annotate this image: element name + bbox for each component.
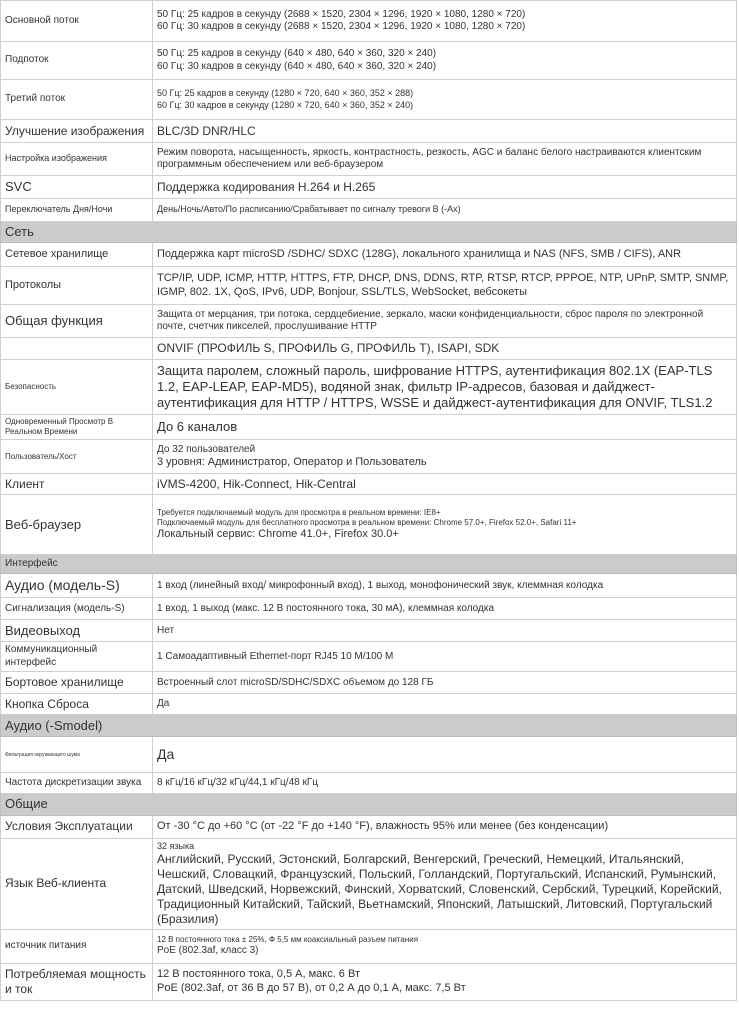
spec-value [153, 474, 737, 495]
spec-row [1, 737, 737, 773]
spec-value [153, 338, 737, 360]
spec-value-line: Да [157, 746, 175, 762]
spec-row [1, 495, 737, 555]
spec-value [153, 1, 737, 42]
spec-value [153, 773, 737, 794]
spec-value-line: Поддержка карт microSD /SDHC/ SDXC (128G), локального хранилища и NAS (NFS, SMB / CIFS), ANR [157, 247, 682, 260]
spec-value [153, 838, 737, 929]
section-header: Аудио (-Smodel) [1, 715, 737, 737]
spec-row [1, 143, 737, 176]
spec-row [1, 199, 737, 222]
spec-value-line: Поддержка кодирования H.264 и H.265 [157, 179, 376, 194]
spec-value [153, 440, 737, 474]
spec-value [153, 42, 737, 80]
spec-value-line: 8 кГц/16 кГц/32 кГц/44,1 кГц/48 кГц [157, 777, 318, 788]
spec-table-body [1, 1, 737, 1001]
spec-value-line: 1 вход (линейный вход/ микрофонный вход), 1 выход, монофонический звук, клеммная колодка [157, 579, 604, 591]
spec-value-line: Да [157, 698, 170, 709]
spec-key: Фильтрация окружающего шума [1, 737, 153, 773]
section-header-row [1, 222, 737, 243]
spec-key: Аудио (модель-S) [1, 574, 153, 598]
spec-row [1, 838, 737, 929]
section-header: Сеть [1, 222, 737, 243]
section-header-row [1, 555, 737, 574]
spec-key: Одновременный Просмотр В Реальном Времени [1, 415, 153, 440]
spec-key: Бортовое хранилище [1, 672, 153, 694]
spec-key: Потребляемая мощность и ток [1, 963, 153, 1000]
spec-row [1, 694, 737, 715]
spec-value-line: 12 В постоянного тока ± 25%, Ф 5,5 мм коаксиальный разъем питания [157, 935, 419, 944]
spec-row [1, 474, 737, 495]
spec-row [1, 642, 737, 672]
spec-row [1, 80, 737, 120]
spec-value-line: Нет [157, 624, 175, 636]
spec-value-line: 12 В постоянного тока, 0,5 А, макс. 6 Вт [157, 968, 360, 980]
spec-value [153, 267, 737, 305]
section-header-row [1, 715, 737, 737]
spec-key: Настройка изображения [1, 143, 153, 176]
spec-value [153, 495, 737, 555]
spec-key: Коммуникационный интерфейс [1, 642, 153, 672]
spec-value [153, 672, 737, 694]
spec-value [153, 176, 737, 199]
spec-value-line: PoE (802.3af, класс 3) [157, 945, 259, 956]
spec-key: Пользователь/Хост [1, 440, 153, 474]
spec-row [1, 120, 737, 143]
spec-value-line: ONVIF (ПРОФИЛЬ S, ПРОФИЛЬ G, ПРОФИЛЬ T), ISAPI, SDK [157, 341, 500, 356]
section-header: Общие [1, 794, 737, 815]
spec-key: SVC [1, 176, 153, 199]
spec-value [153, 598, 737, 620]
spec-value-line: День/Ночь/Авто/По расписанию/Срабатывает по сигналу тревоги В (-Ах) [157, 204, 461, 215]
section-header: Интерфейс [1, 555, 737, 574]
spec-value-line: PoE (802.3af, от 36 В до 57 В), от 0,2 А до 0,1 А, макс. 7,5 Вт [157, 981, 466, 994]
spec-value [153, 243, 737, 267]
spec-key: Веб-браузер [1, 495, 153, 555]
spec-value-line: BLC/3D DNR/HLC [157, 123, 256, 138]
spec-row [1, 440, 737, 474]
spec-value-line: TCP/IP, UDP, ICMP, HTTP, HTTPS, FTP, DHCP, DNS, DDNS, RTP, RTSP, RTCP, PPPOE, NTP, UPnP, SMTP, SNMP, IGMP, 802. 1X, QoS, IPv6, UDP, Bonjour, SSL/TLS, WebSocket, вебсокеты [157, 272, 729, 298]
spec-value-line: До 6 каналов [157, 419, 238, 435]
spec-row [1, 360, 737, 415]
spec-value [153, 574, 737, 598]
spec-value [153, 143, 737, 176]
spec-row [1, 305, 737, 338]
spec-key: Переключатель Дня/Ночи [1, 199, 153, 222]
spec-value [153, 963, 737, 1000]
spec-row [1, 929, 737, 963]
spec-value-line: 50 Гц: 25 кадров в секунду (2688 × 1520, 2304 × 1296, 1920 × 1080, 1280 × 720) [157, 8, 526, 20]
spec-value [153, 929, 737, 963]
spec-key: Сигнализация (модель-S) [1, 598, 153, 620]
spec-key: источник питания [1, 929, 153, 963]
spec-key: Третий поток [1, 80, 153, 120]
spec-value-line: Локальный сервис: Chrome 41.0+, Firefox 30.0+ [157, 527, 399, 540]
spec-value [153, 815, 737, 838]
spec-value [153, 415, 737, 440]
spec-key: Подпоток [1, 42, 153, 80]
spec-key [1, 338, 153, 360]
spec-row [1, 598, 737, 620]
spec-row [1, 773, 737, 794]
spec-row [1, 620, 737, 642]
spec-value-line: 60 Гц: 30 кадров в секунду (1280 × 720, 640 × 360, 352 × 240) [157, 99, 414, 110]
section-header-row [1, 794, 737, 815]
spec-key: Язык Веб-клиента [1, 838, 153, 929]
spec-value-line: 32 языка [157, 840, 195, 851]
spec-key: Условия Эксплуатации [1, 815, 153, 838]
spec-key: Протоколы [1, 267, 153, 305]
spec-row [1, 176, 737, 199]
spec-row [1, 415, 737, 440]
spec-row [1, 963, 737, 1000]
spec-value [153, 80, 737, 120]
spec-row [1, 574, 737, 598]
spec-value-line: 3 уровня: Администратор, Оператор и Пользователь [157, 456, 427, 469]
spec-value-line: 50 Гц: 25 кадров в секунду (1280 × 720, 640 × 360, 352 × 288) [157, 88, 414, 99]
spec-key: Основной поток [1, 1, 153, 42]
spec-value-line: 60 Гц: 30 кадров в секунду (640 × 480, 640 × 360, 320 × 240) [157, 60, 437, 72]
spec-value-line: От -30 °C до +60 °C (от -22 °F до +140 °F), влажность 95% или менее (без конденсации) [157, 819, 609, 832]
spec-value-line: Встроенный слот microSD/SDHC/SDXC объемом до 128 ГБ [157, 676, 434, 688]
spec-value-line: Защита от мерцания, три потока, сердцебиение, зеркало, маски конфиденциальности, сброс пароля по электронной почте, счетчик пикселей, прослушивание HTTP [157, 308, 704, 333]
spec-value [153, 694, 737, 715]
spec-value-line: Подключаемый модуль для бесплатного просмотра в реальном времени: Chrome 57.0+, Firefox 52.0+, Safari 11+ [157, 517, 577, 527]
spec-key: Клиент [1, 474, 153, 495]
spec-value-line: 60 Гц: 30 кадров в секунду (2688 × 1520, 2304 × 1296, 1920 × 1080, 1280 × 720) [157, 21, 526, 32]
spec-row [1, 1, 737, 42]
spec-row [1, 267, 737, 305]
spec-value [153, 360, 737, 415]
spec-value [153, 642, 737, 672]
spec-row [1, 243, 737, 267]
spec-key: Сетевое хранилище [1, 243, 153, 267]
spec-value-line: 50 Гц: 25 кадров в секунду (640 × 480, 640 × 360, 320 × 240) [157, 48, 437, 59]
spec-key: Частота дискретизации звука [1, 773, 153, 794]
spec-key: Общая функция [1, 305, 153, 338]
spec-value-line: Защита паролем, сложный пароль, шифрование HTTPS, аутентификация 802.1X (EAP-TLS 1.2, EAP-LEAP, EAP-MD5), водяной знак, фильтр IP-адресов, базовая и дайджест-аутентификация для HTTP / HTTPS, WSSE и дайджест-аутентификация для ONVIF, TLS1.2 [157, 362, 713, 411]
spec-row [1, 815, 737, 838]
spec-value-line: Требуется подключаемый модуль для просмотра в реальном времени: IE8+ [157, 507, 441, 517]
spec-key: Безопасность [1, 360, 153, 415]
spec-value-line: iVMS-4200, Hik-Connect, Hik-Central [157, 476, 356, 491]
spec-row [1, 338, 737, 360]
spec-value [153, 305, 737, 338]
spec-value-line: Английский, Русский, Эстонский, Болгарский, Венгерский, Греческий, Немецкий, Итальянский, Чешский, Словацкий, Французский, Польский, Голландский, Португальский, Испанский, Румынский, Датский, Шведский, Норвежский, Финский, Хорватский, Словенский, Сербский, Турецкий, Корейский, Традиционный Китайский, Тайский, Вьетнамский, Японский, Латышский, Литовский, Португальский (Бразилия) [157, 851, 722, 926]
spec-value [153, 620, 737, 642]
spec-value [153, 120, 737, 143]
spec-key: Улучшение изображения [1, 120, 153, 143]
spec-value-line: Режим поворота, насыщенность, яркость, контрастность, резкость, AGC и баланс белого настраиваются клиентским программным обеспечением или веб-браузером [157, 146, 702, 170]
spec-row [1, 672, 737, 694]
spec-value-line: 1 Самоадаптивный Ethernet-порт RJ45 10 M/100 M [157, 650, 394, 662]
spec-value [153, 737, 737, 773]
spec-value-line: 1 вход, 1 выход (макс. 12 В постоянного тока, 30 мА), клеммная колодка [157, 602, 495, 614]
spec-key: Видеовыход [1, 620, 153, 642]
spec-value-line: До 32 пользователей [157, 443, 256, 455]
spec-key: Кнопка Сброса [1, 694, 153, 715]
spec-value [153, 199, 737, 222]
spec-row [1, 42, 737, 80]
